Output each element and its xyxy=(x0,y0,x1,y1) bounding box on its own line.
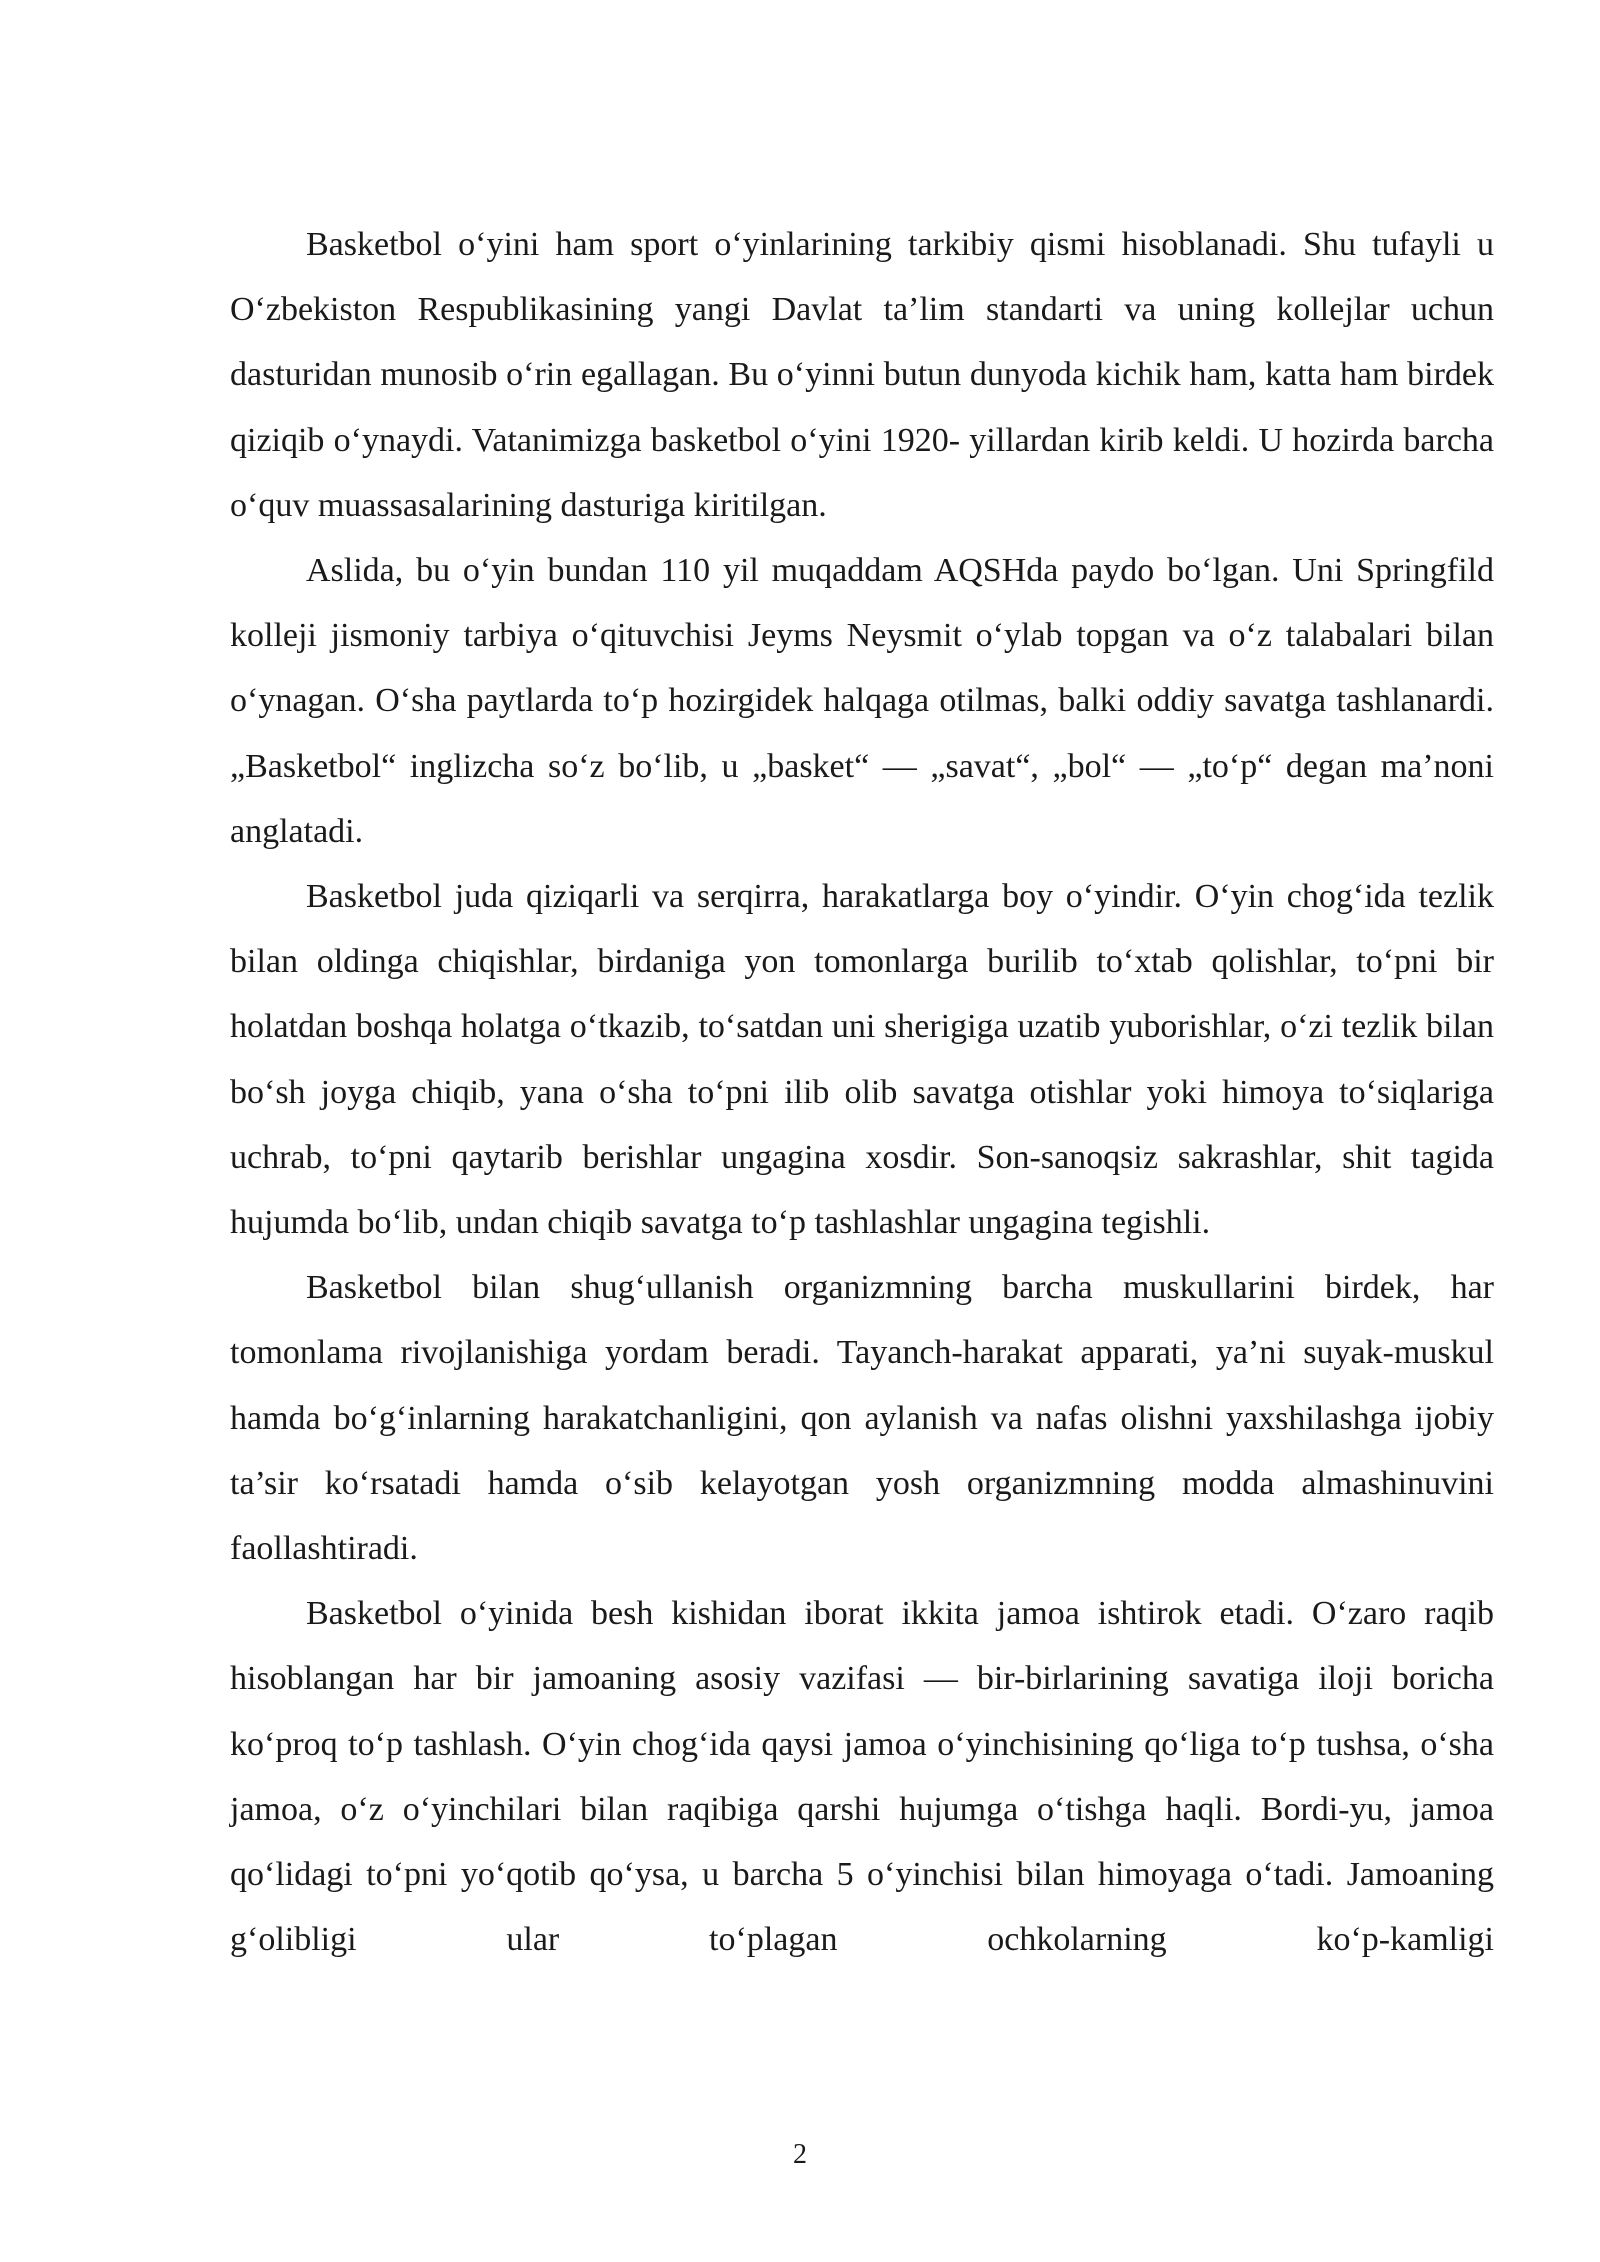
page-number: 2 xyxy=(793,2139,807,2170)
paragraph-1: Basketbol o‘yini ham sport o‘yinlarining tarkibiy qismi hisoblanadi. Shu tufayli u O‘zbekiston Respublikasining yangi Davlat ta’lim standarti va uning kollejlar uchun dasturidan munosib o‘rin egallagan. Bu o‘yinni butun dunyoda kichik ham, katta ham birdek qiziqib o‘ynaydi. Vatanimizga basketbol o‘yini 1920- yillardan kirib keldi. U hozirda barcha o‘quv muassasalarining dasturiga kiritilgan. xyxy=(230,226,1494,524)
paragraph-5: Basketbol o‘yinida besh kishidan iborat ikkita jamoa ishtirok etadi. O‘zaro raqib hisoblangan har bir jamoaning asosiy vazifasi — bir-birlarining savatiga iloji boricha ko‘proq to‘p tashlash. O‘yin chog‘ida qaysi jamoa o‘yinchisining qo‘liga to‘p tushsa, o‘sha jamoa, o‘z o‘yinchilari bilan raqibiga qarshi hujumga o‘tishga haqli. Bordi-yu, jamoa qo‘lidagi to‘pni yo‘qotib qo‘ysa, u barcha 5 o‘yinchisi bilan himoyaga o‘tadi. Jamoaning g‘olibligi ular to‘plagan ochkolarning ko‘p-kamligi xyxy=(230,1595,1494,1959)
paragraph-2: Aslida, bu o‘yin bundan 110 yil muqaddam AQSHda paydo bo‘lgan. Uni Springfild kolleji jismoniy tarbiya o‘qituvchisi Jeyms Neysmit o‘ylab topgan va o‘z talabalari bilan o‘ynagan. O‘sha paytlarda to‘p hozirgidek halqaga otilmas, balki oddiy savatga tashlanardi. „Basketbol“ inglizcha so‘z bo‘lib, u „basket“ — „savat“, „bol“ — „to‘p“ degan ma’noni anglatadi. xyxy=(230,552,1494,850)
paragraph-3: Basketbol juda qiziqarli va serqirra, harakatlarga boy o‘yindir. O‘yin chog‘ida tezlik bilan oldinga chiqishlar, birdaniga yon tomonlarga burilib to‘xtab qolishlar, to‘pni bir holatdan boshqa holatga o‘tkazib, to‘satdan uni sherigiga uzatib yuborishlar, o‘zi tezlik bilan bo‘sh joyga chiqib, yana o‘sha to‘pni ilib olib savatga otishlar yoki himoya to‘siqlariga uchrab, to‘pni qaytarib berishlar ungagina xosdir. Son-sanoqsiz sakrashlar, shit tagida hujumda bo‘lib, undan chiqib savatga to‘p tashlashlar ungagina tegishli. xyxy=(230,878,1494,1242)
paragraph-4: Basketbol bilan shug‘ullanish organizmning barcha muskullarini birdek, har tomonlama rivojlanishiga yordam beradi. Tayanch-harakat apparati, ya’ni suyak-muskul hamda bo‘g‘inlarning harakatchanligini, qon aylanish va nafas olishni yaxshilashga ijobiy ta’sir ko‘rsatadi hamda o‘sib kelayotgan yosh organizmning modda almashinuvini faollashtiradi. xyxy=(230,1269,1494,1568)
body-text xyxy=(230,212,1494,1972)
